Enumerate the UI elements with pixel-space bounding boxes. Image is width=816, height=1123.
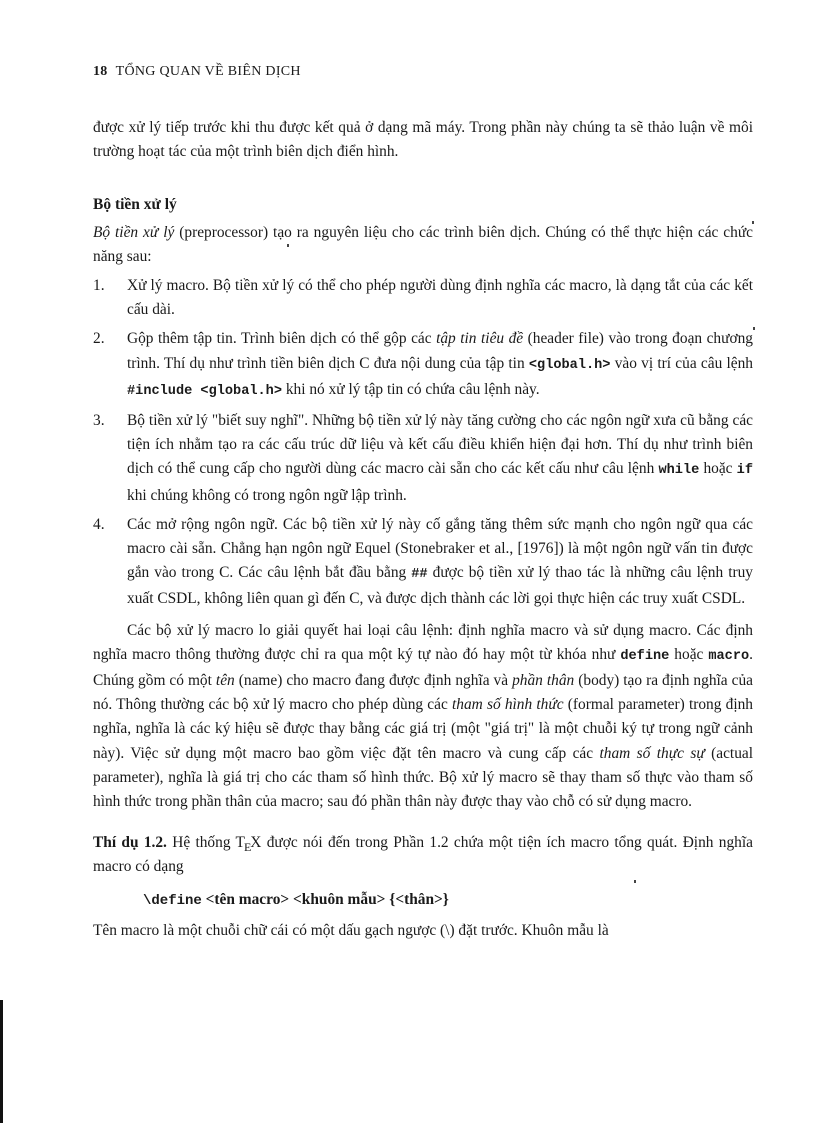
example-paragraph: Thí dụ 1.2. Hệ thống $T_EX$ được nói đến trong Phần 1.2 chứa một tiện ích macro tổng quát. Định nghĩa macro có dạng xyxy=(93,834,753,876)
code-if: if xyxy=(736,463,753,479)
example-label: Thí dụ 1.2. xyxy=(93,834,167,852)
scan-edge-mark xyxy=(0,1000,3,1123)
list-item-number: 3. xyxy=(93,412,105,430)
closing-paragraph: Tên macro là một chuỗi chữ cái có một dấu gạch ngược (\) đặt trước. Khuôn mẫu là xyxy=(93,921,609,939)
running-header xyxy=(93,64,301,80)
code-macro: macro xyxy=(708,648,750,664)
term-header-file: tập tin tiêu đề xyxy=(436,330,524,348)
list-item-text: Xử lý macro. Bộ tiền xử lý có thể cho phép người dùng định nghĩa các macro, là dạng tắt của các kết cấu dài. xyxy=(127,277,753,319)
code-global-h: <global.h> xyxy=(528,357,611,373)
list-item xyxy=(93,513,753,612)
list-item xyxy=(93,274,753,322)
list-item-text: Bộ tiền xử lý "biết suy nghĩ". Những bộ tiền xử lý này tăng cường cho các ngôn ngữ xưa cũ bằng các tiện ích nhằm tạo ra các cấu trúc dữ liệu và kết cấu điều khiển hiện đại hơn. Thí dụ như trình biên dịch có thể cung cấp cho người dùng các macro cài sẵn cho các kết cấu như câu lệnh while hoặc if khi chúng không có trong ngôn ngữ lập trình. xyxy=(127,412,753,504)
macro-paragraph: Các bộ xử lý macro lo giải quyết hai loại câu lệnh: định nghĩa macro và sử dụng macro. Các định nghĩa macro thông thường được chỉ ra qua một ký tự nào đó hay một từ khóa như define hoặc macro. Chúng gồm có một tên (name) cho macro đang được định nghĩa và phần thân (body) tạo ra định nghĩa của nó. Thông thường các bộ xử lý macro cho phép dùng các tham số hình thức (formal parameter) trong định nghĩa, nghĩa là các ký hiệu sẽ được thay bằng các giá trị (một "giá trị" là một chuỗi ký tự trong ngữ cảnh này). Việc sử dụng một macro bao gồm việc đặt tên macro và cung cấp các tham số thực sự (actual parameter), nghĩa là giá trị cho các tham số hình thức. Bộ xử lý macro sẽ thay tham số thực vào tham số hình thức trong phần thân của macro; sau đó phần thân này được thay vào chỗ có sử dụng macro. xyxy=(93,621,754,811)
list-item-text: Gộp thêm tập tin. Trình biên dịch có thể gộp các tập tin tiêu đề (header file) vào trong đoạn chương trình. Thí dụ như trình tiền biên dịch C đưa nội dung của tập tin <global.h> vào vị trí của câu lệnh #include <global.h> khi nó xử lý tập tin có chứa câu lệnh này. xyxy=(127,330,753,399)
section-intro xyxy=(93,221,753,269)
list-item-number: 1. xyxy=(93,277,105,295)
code-hash-hash: ## xyxy=(411,567,428,583)
list-item xyxy=(93,327,753,404)
code-include: #include <global.h> xyxy=(127,383,282,399)
list-item-text: Các mở rộng ngôn ngữ. Các bộ tiền xử lý này cố gắng tăng thêm sức mạnh cho ngôn ngữ qua các macro cài sẵn. Chẳng hạn ngôn ngữ Equel (Stonebraker et al., [1976]) là một ngôn ngữ vấn tin được gắn vào trong C. Các câu lệnh bắt đầu bằng ## được bộ tiền xử lý thao tác là những câu lệnh truy xuất CSDL, không liên quan gì đến C, và được dịch thành các lời gọi thực hiện các truy xuất CSDL. xyxy=(127,515,753,608)
scan-speck xyxy=(287,244,289,247)
list-item-number: 4. xyxy=(93,515,105,533)
list-item-number: 2. xyxy=(93,330,105,348)
term-formal-parameter: tham số hình thức xyxy=(452,696,564,714)
code-while: while xyxy=(658,463,700,479)
scan-speck xyxy=(634,880,636,883)
intro-rest: (preprocessor) tạo ra nguyên liệu cho các trình biên dịch. Chúng có thể thực hiện các chức năng sau: xyxy=(93,223,753,265)
list-item xyxy=(93,409,753,508)
define-args: <tên macro> <khuôn mẫu> {<thân>} xyxy=(201,890,449,908)
intro-term: Bộ tiền xử lý xyxy=(93,223,175,241)
opening-paragraph: được xử lý tiếp trước khi thu được kết quả ở dạng mã máy. Trong phần này chúng ta sẽ thảo luận về môi trường hoạt tác của một trình biên dịch điển hình. xyxy=(93,119,753,161)
section-heading: Bộ tiền xử lý xyxy=(93,196,177,214)
page-number: 18 xyxy=(93,64,108,79)
term-name: tên xyxy=(215,672,235,690)
running-title: TỔNG QUAN VỀ BIÊN DỊCH xyxy=(115,64,301,79)
term-actual-parameter: tham số thực sự xyxy=(599,744,705,762)
tex-logo: $T_EX$ xyxy=(235,834,262,855)
page-body xyxy=(93,116,753,943)
define-keyword: \define xyxy=(143,892,202,909)
scan-speck xyxy=(753,327,755,330)
code-define: define xyxy=(620,648,670,664)
define-syntax-line xyxy=(93,888,753,913)
term-body: phần thân xyxy=(512,672,575,690)
scan-speck xyxy=(752,221,754,224)
